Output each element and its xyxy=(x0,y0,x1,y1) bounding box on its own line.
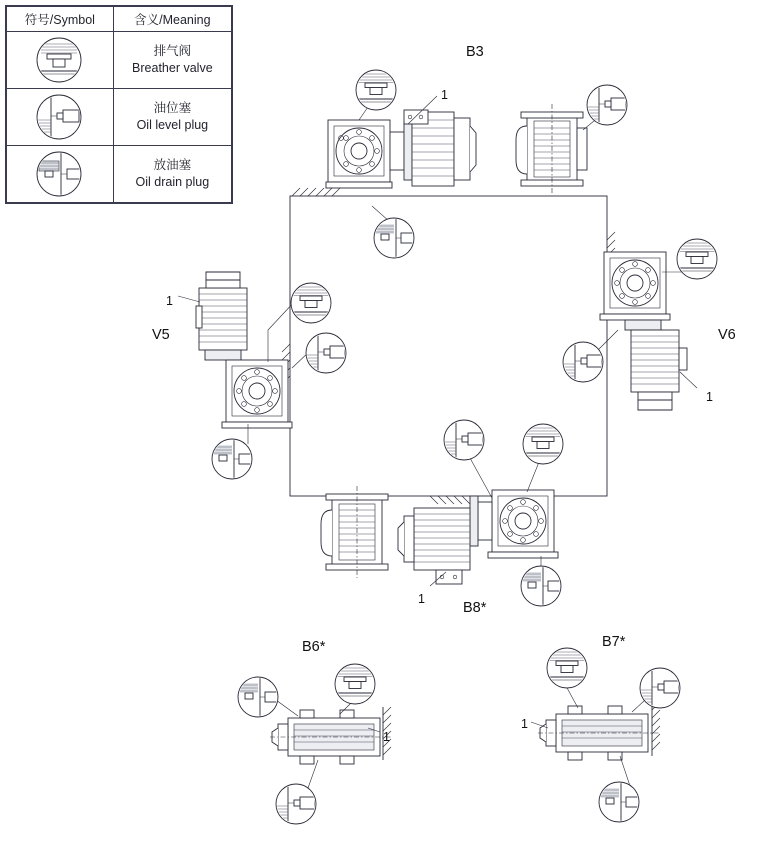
legend-meaning-cn: 放油塞 xyxy=(153,158,192,173)
callout-number: 1 xyxy=(166,294,173,308)
position-label-b7: B7* xyxy=(602,634,626,650)
position-label-v5: V5 xyxy=(152,327,170,343)
legend-meaning-en: Breather valve xyxy=(132,61,213,75)
gearbox-b7 xyxy=(531,686,660,786)
symbol-bubble-oil-drain-plug xyxy=(374,218,414,258)
gearbox-v6 xyxy=(596,252,697,410)
symbol-bubble-oil-level-plug xyxy=(444,420,484,460)
symbol-bubble-oil-drain-plug xyxy=(212,439,252,479)
symbol-legend xyxy=(5,5,233,204)
symbol-bubble-oil-drain-plug xyxy=(238,677,278,717)
gearbox-b8-side-view xyxy=(321,486,388,578)
position-label-b6: B6* xyxy=(302,639,326,655)
legend-row xyxy=(7,32,232,89)
legend-row xyxy=(7,89,232,146)
position-label-b8: B8* xyxy=(463,600,487,616)
symbol-bubble-oil-drain-plug xyxy=(521,566,561,606)
symbol-bubble-oil-level-plug xyxy=(276,784,316,824)
callout-number: 1 xyxy=(383,730,390,744)
symbol-bubble-oil-level-plug xyxy=(306,333,346,373)
symbol-bubble-breather-valve xyxy=(335,664,375,704)
legend-meaning-cell xyxy=(113,32,231,89)
symbol-bubble-oil-level-plug xyxy=(563,342,603,382)
symbol-bubble-breather-valve xyxy=(291,283,331,323)
legend-meaning-cell xyxy=(113,146,231,203)
symbol-bubble-breather-valve xyxy=(547,648,587,688)
symbol-bubble-oil-drain-plug xyxy=(599,782,639,822)
callout-number: 1 xyxy=(521,717,528,731)
legend-meaning-cn: 油位塞 xyxy=(153,101,192,116)
gearbox-b6 xyxy=(270,700,392,788)
legend-meaning-cn: 排气阀 xyxy=(153,44,192,59)
gearbox-v5 xyxy=(178,272,311,444)
legend-header-symbol: 符号/Symbol xyxy=(7,7,114,32)
symbol-bubble-oil-level-plug xyxy=(640,668,680,708)
symbol-bubble-breather-valve xyxy=(356,70,396,110)
legend-meaning-en: Oil level plug xyxy=(136,118,209,132)
oil-level-plug-symbol xyxy=(7,89,114,146)
breather-valve-symbol xyxy=(7,32,114,89)
position-label-v6: V6 xyxy=(718,327,736,343)
position-label-b3: B3 xyxy=(466,44,484,60)
mounting-frame xyxy=(282,188,615,504)
callout-number: 1 xyxy=(441,88,448,102)
callout-number: 1 xyxy=(706,390,713,404)
legend-row xyxy=(7,146,232,203)
legend-header-meaning: 含义/Meaning xyxy=(113,7,231,32)
gearbox-b8 xyxy=(398,458,558,586)
symbol-bubble-breather-valve xyxy=(677,239,717,279)
symbol-bubble-oil-level-plug xyxy=(587,85,627,125)
symbol-bubble-breather-valve xyxy=(523,424,563,464)
gearbox-b3 xyxy=(326,96,476,188)
oil-drain-plug-symbol xyxy=(7,146,114,203)
legend-meaning-en: Oil drain plug xyxy=(135,175,210,189)
legend-meaning-cell xyxy=(113,89,231,146)
callout-number: 1 xyxy=(418,592,425,606)
gearbox-b3-side-view xyxy=(516,104,600,194)
